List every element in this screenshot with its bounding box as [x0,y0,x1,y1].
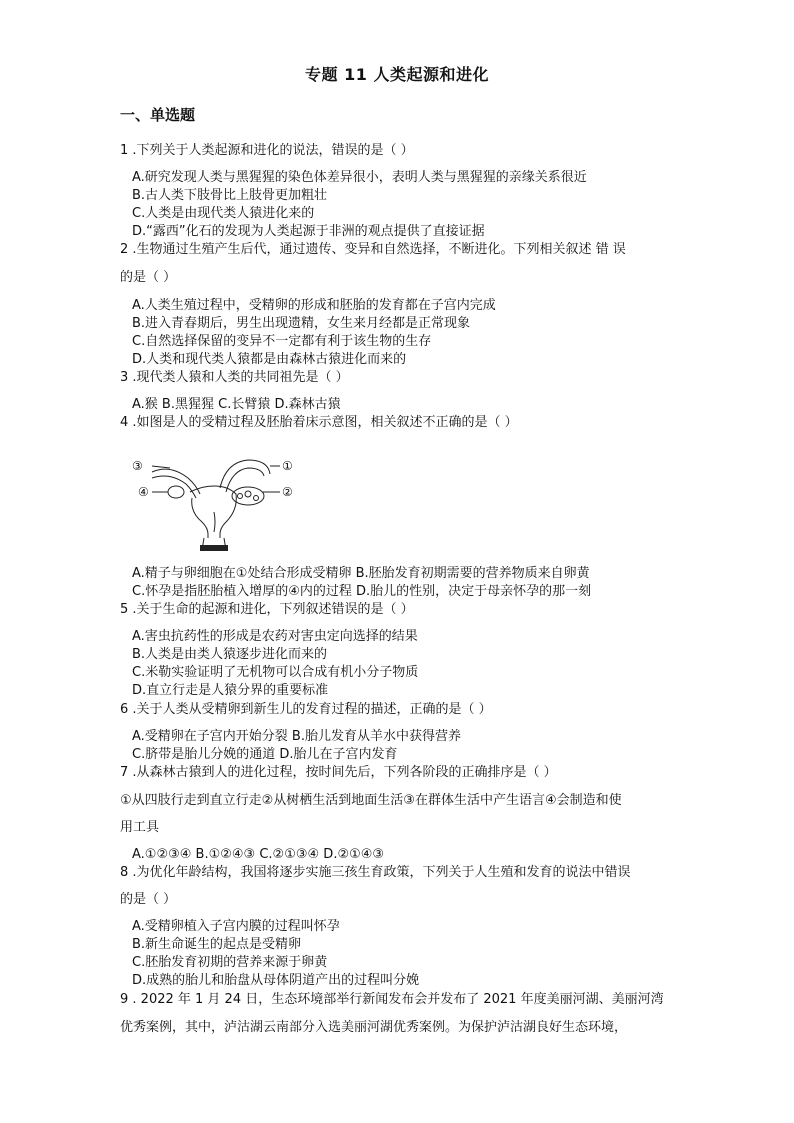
section-heading: 一、单选题 [120,106,196,124]
question-1-option-b: B.古人类下肢骨比上肢骨更加粗壮 [132,188,328,203]
question-6-options-cd: C.脐带是胎儿分娩的通道 D.胎儿在子宫内发育 [132,747,398,762]
question-4-options-ab: A.精子与卵细胞在①处结合形成受精卵 B.胚胎发育初期需要的营养物质来自卵黄 [132,566,590,581]
question-8-stem-line1: 8 .为优化年龄结构，我国将逐步实施三孩生育政策，下列关于人生殖和发育的说法中错误 [120,865,631,880]
page-title: 专题 11 人类起源和进化 [305,65,489,84]
cervix-mark [200,545,228,551]
label-4: ④ [138,485,149,499]
question-5-option-d: D.直立行走是人猿分界的重要标准 [132,683,329,698]
question-2-option-b: B.进入青春期后，男生出现遗精，女生来月经都是正常现象 [132,316,471,331]
question-7-options: A.①②③④ B.①②④③ C.②①③④ D.②①④③ [132,847,385,862]
question-5-option-a: A.害虫抗药性的形成是农药对害虫定向选择的结果 [132,629,418,644]
label-1: ① [282,459,293,473]
question-1-option-c: C.人类是由现代类人猿进化来的 [132,206,315,221]
question-2-option-d: D.人类和现代类人猿都是由森林古猿进化而来的 [132,352,407,367]
label-2: ② [282,485,293,499]
question-8-option-b: B.新生命诞生的起点是受精卵 [132,937,302,952]
question-5-option-c: C.米勒实验证明了无机物可以合成有机小分子物质 [132,665,419,680]
question-5-stem: 5 .关于生命的起源和进化，下列叙述错误的是（ ） [120,602,414,617]
question-6-options-ab: A.受精卵在子宫内开始分裂 B.胎儿发育从羊水中获得营养 [132,729,461,744]
question-8-stem-line2: 的是（ ） [120,892,177,907]
question-3-options: A.猴 B.黑猩猩 C.长臂猿 D.森林古猿 [132,397,341,412]
question-8-option-a: A.受精卵植入子宫内膜的过程叫怀孕 [132,919,340,934]
question-2-option-a: A.人类生殖过程中，受精卵的形成和胚胎的发育都在子宫内完成 [132,298,496,313]
question-9-line2: 优秀案例，其中，泸沽湖云南部分入选美丽河湖优秀案例。为保护泸沽湖良好生态环境， [120,1020,628,1035]
question-6-stem: 6 .关于人类从受精卵到新生儿的发育过程的描述，正确的是（ ） [120,702,492,717]
question-3-stem: 3 .现代类人猿和人类的共同祖先是（ ） [120,370,349,385]
question-7-items-line2: 用工具 [120,820,160,835]
question-5-option-b: B.人类是由类人猿逐步进化而来的 [132,647,328,662]
question-4-stem: 4 .如图是人的受精过程及胚胎着床示意图，相关叙述不正确的是（ ） [120,415,518,430]
question-7-stem: 7 .从森林古猿到人的进化过程，按时间先后，下列各阶段的正确排序是（ ） [120,765,557,780]
question-2-option-c: C.自然选择保留的变异不一定都有利于该生物的生存 [132,334,432,349]
question-2-stem-line1: 2 .生物通过生殖产生后代，通过遗传、变异和自然选择，不断进化。下列相关叙述 错 误 [120,242,626,257]
question-4-options-cd: C.怀孕是指胚胎植入增厚的④内的过程 D.胎儿的性别，决定于母亲怀孕的那一刻 [132,584,592,599]
question-8-option-d: D.成熟的胎儿和胎盘从母体阴道产出的过程叫分娩 [132,973,420,988]
question-8-option-c: C.胚胎发育初期的营养来源于卵黄 [132,955,328,970]
question-1-option-a: A.研究发现人类与黑猩猩的染色体差异很小，表明人类与黑猩猩的亲缘关系很近 [132,170,587,185]
label-3: ③ [132,459,143,473]
fertilization-diagram [130,452,300,552]
question-2-stem-line2: 的是（ ） [120,270,177,285]
question-1-stem: 1 .下列关于人类起源和进化的说法，错误的是（ ） [120,143,414,158]
question-1-option-d: D.“露西”化石的发现为人类起源于非洲的观点提供了直接证据 [132,224,485,239]
question-9-line1: 9 . 2022 年 1 月 24 日，生态环境部举行新闻发布会并发布了 2021 年度美丽河湖、美丽河湾 [120,992,664,1007]
uterus-illustration [130,452,300,552]
question-7-items-line1: ①从四肢行走到直立行走②从树栖生活到地面生活③在群体生活中产生语言④会制造和使 [120,793,622,808]
